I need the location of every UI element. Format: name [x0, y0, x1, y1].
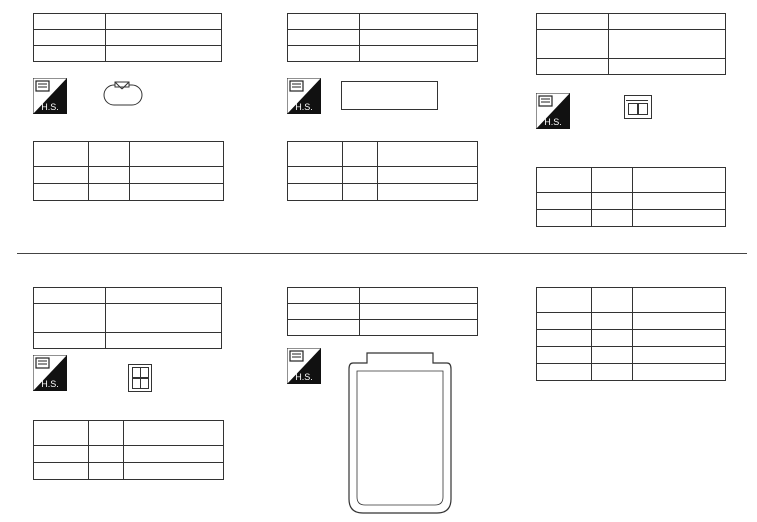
terminal-no-header [34, 142, 89, 167]
e41-terminal-table [536, 287, 726, 381]
connector-no-label [288, 288, 360, 304]
svg-text:H.S.: H.S. [295, 372, 313, 382]
table-row [537, 313, 726, 330]
wire-color [89, 184, 130, 201]
signal-name [378, 167, 478, 184]
e28-no [360, 14, 478, 30]
signal-name [633, 347, 726, 364]
e18-no [106, 14, 222, 30]
connector-name-label [34, 304, 106, 333]
e28-name [360, 30, 478, 46]
table-row [537, 330, 726, 347]
e38-terminal-table [536, 167, 726, 227]
signal-name [124, 463, 224, 480]
e41-connector-housing [345, 349, 455, 522]
svg-text:H.S.: H.S. [544, 117, 562, 127]
e18-terminal-table [33, 141, 224, 201]
e28-connector-face [341, 81, 438, 110]
color-of-wire-header [89, 142, 130, 167]
signal-name-header [633, 288, 726, 313]
signal-name [633, 193, 726, 210]
connector-no-label [34, 14, 106, 30]
signal-name [633, 210, 726, 227]
e38-no [609, 14, 726, 30]
table-row [34, 463, 224, 480]
connector-color-label [34, 333, 106, 349]
connector-name-label [34, 30, 106, 46]
table-row [537, 364, 726, 381]
terminal-no [34, 184, 89, 201]
e18-info-table [33, 13, 222, 62]
e39-name [106, 304, 222, 333]
connector-name-label [288, 304, 360, 320]
signal-name-header [633, 168, 726, 193]
terminal-no-header [537, 288, 592, 313]
color-of-wire-header [89, 421, 124, 446]
table-row [288, 167, 478, 184]
signal-name-header [378, 142, 478, 167]
terminal-no [288, 167, 343, 184]
e18-color [106, 46, 222, 62]
terminal-no [537, 364, 592, 381]
wire-color [343, 167, 378, 184]
wire-color [592, 347, 633, 364]
e39-color [106, 333, 222, 349]
e41-info-table [287, 287, 478, 336]
table-row [34, 446, 224, 463]
connector-name-label [537, 30, 609, 59]
signal-name-header [124, 421, 224, 446]
terminal-no [34, 167, 89, 184]
e18-connector-face [102, 80, 146, 113]
terminal-no [34, 463, 89, 480]
connector-no-label [537, 14, 609, 30]
connector-color-label [288, 46, 360, 62]
connector-name-label [288, 30, 360, 46]
wire-color [592, 193, 633, 210]
terminal-no-header [288, 142, 343, 167]
e38-name [609, 30, 726, 59]
connector-color-label [537, 59, 609, 75]
svg-text:H.S.: H.S. [41, 102, 59, 112]
e18-pin [114, 91, 124, 100]
terminal-no [537, 330, 592, 347]
hs-icon [33, 78, 67, 114]
e38-pin [638, 103, 648, 115]
svg-text:H.S.: H.S. [295, 102, 313, 112]
table-row [537, 193, 726, 210]
hs-icon [287, 348, 321, 384]
table-row [34, 184, 224, 201]
wire-color [592, 313, 633, 330]
table-row [537, 210, 726, 227]
hs-icon [536, 93, 570, 129]
table-row [34, 167, 224, 184]
e28-color [360, 46, 478, 62]
connector-color-label [288, 320, 360, 336]
hs-icon [287, 78, 321, 114]
e39-pin [140, 367, 149, 378]
connector-color-label [34, 46, 106, 62]
wire-color [343, 184, 378, 201]
signal-name [633, 313, 726, 330]
e39-terminal-table [33, 420, 224, 480]
terminal-no-header [537, 168, 592, 193]
terminal-no [34, 446, 89, 463]
e28-info-table [287, 13, 478, 62]
terminal-no [537, 210, 592, 227]
e38-info-table [536, 13, 726, 75]
e41-name [360, 304, 478, 320]
signal-name [633, 330, 726, 347]
signal-name [633, 364, 726, 381]
wire-color [592, 330, 633, 347]
e41-color [360, 320, 478, 336]
connector-no-label [34, 288, 106, 304]
e41-no [360, 288, 478, 304]
wire-color [592, 210, 633, 227]
color-of-wire-header [343, 142, 378, 167]
wire-color [89, 446, 124, 463]
e18-pin [126, 91, 136, 100]
wire-color [89, 167, 130, 184]
terminal-no [537, 193, 592, 210]
connector-no-label [288, 14, 360, 30]
terminal-no [537, 313, 592, 330]
terminal-no-header [34, 421, 89, 446]
e39-pin [140, 378, 149, 389]
e18-name [106, 30, 222, 46]
signal-name [124, 446, 224, 463]
section-divider [17, 253, 747, 254]
color-of-wire-header [592, 168, 633, 193]
signal-name [378, 184, 478, 201]
hs-icon [33, 355, 67, 391]
signal-name [130, 184, 224, 201]
signal-name-header [130, 142, 224, 167]
color-of-wire-header [592, 288, 633, 313]
e39-info-table [33, 287, 222, 349]
e38-connector-tab [626, 97, 648, 101]
table-row [537, 347, 726, 364]
wire-color [592, 364, 633, 381]
terminal-no [537, 347, 592, 364]
signal-name [130, 167, 224, 184]
e39-no [106, 288, 222, 304]
svg-text:H.S.: H.S. [41, 379, 59, 389]
e28-terminal-table [287, 141, 478, 201]
table-row [288, 184, 478, 201]
wire-color [89, 463, 124, 480]
e38-color [609, 59, 726, 75]
e38-pin [628, 103, 638, 115]
terminal-no [288, 184, 343, 201]
